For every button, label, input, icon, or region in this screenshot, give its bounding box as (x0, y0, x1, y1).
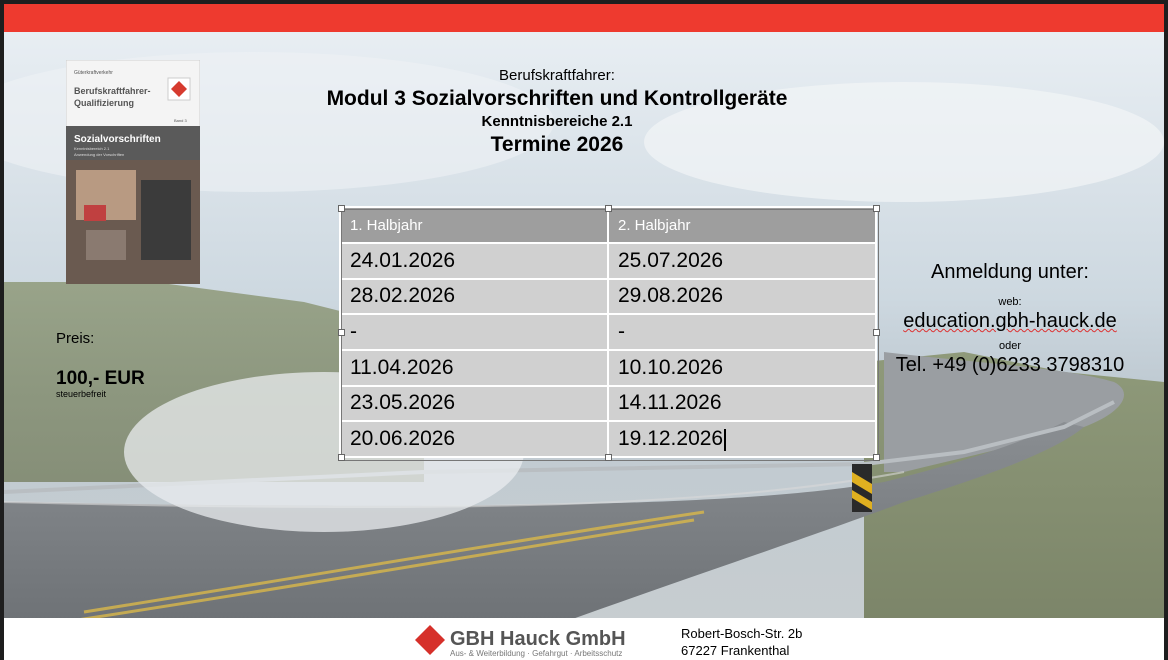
text-cursor (724, 429, 726, 451)
book-title-line2: Qualifizierung (74, 98, 135, 108)
resize-handle-bottom-right[interactable] (873, 454, 880, 461)
resize-handle-bottom-middle[interactable] (605, 454, 612, 461)
price-label: Preis: (56, 330, 95, 347)
table-cell[interactable]: 25.07.2026 (608, 243, 876, 279)
registration-block (874, 259, 1146, 377)
active-cell-text: 19.12.2026 (618, 427, 724, 451)
book-subject-text: Sozialvorschriften (74, 134, 161, 145)
page-title: Modul 3 Sozialvorschriften und Kontrollgeräte (326, 87, 788, 110)
table-cell[interactable]: - (340, 314, 608, 350)
resize-handle-top-right[interactable] (873, 205, 880, 212)
title-kicker: Berufskraftfahrer: (499, 67, 615, 84)
web-url-link[interactable]: education.gbh-hauck.de (903, 310, 1117, 332)
price-note: steuerbefreit (56, 389, 107, 399)
table-cell[interactable]: 24.01.2026 (340, 243, 608, 279)
logo-diamond-icon (415, 625, 445, 655)
resize-handle-top-left[interactable] (338, 205, 345, 212)
top-red-bar (4, 4, 1164, 32)
company-address (681, 625, 802, 659)
table-header-second-half[interactable]: 2. Halbjahr (608, 207, 876, 243)
table-row (340, 243, 876, 279)
table-cell[interactable]: 23.05.2026 (340, 386, 608, 422)
page-subtitle: Kenntnisbereiche 2.1 (481, 113, 633, 130)
table-cell[interactable]: 11.04.2026 (340, 350, 608, 386)
table-row (340, 421, 876, 457)
table-cell[interactable]: 20.06.2026 (340, 421, 608, 457)
book-sub2-text: Anwendung der Vorschriften (74, 152, 125, 157)
table-row (340, 386, 876, 422)
table-cell[interactable]: 14.11.2026 (608, 386, 876, 422)
resize-handle-bottom-left[interactable] (338, 454, 345, 461)
table-row (340, 314, 876, 350)
price-amount: 100,- EUR (56, 368, 145, 389)
book-title-line1: Berufskraftfahrer- (74, 86, 151, 96)
book-sub1-text: Kenntnisbereich 2.1 (74, 146, 110, 151)
table-header-first-half[interactable]: 1. Halbjahr (340, 207, 608, 243)
address-street: Robert-Bosch-Str. 2b (681, 626, 803, 641)
or-label: oder (998, 340, 1022, 352)
resize-handle-top-middle[interactable] (605, 205, 612, 212)
book-cover-image (66, 60, 200, 284)
web-label: web: (998, 296, 1022, 308)
table-cell[interactable]: 10.10.2026 (608, 350, 876, 386)
table-row (340, 279, 876, 315)
table-cell[interactable]: 29.08.2026 (608, 279, 876, 315)
registration-heading: Anmeldung unter: (931, 261, 1089, 283)
book-series-text: Güterkraftverkehr (74, 70, 113, 76)
schedule-table[interactable] (339, 206, 877, 458)
resize-handle-middle-left[interactable] (338, 329, 345, 336)
company-name: GBH Hauck GmbH (450, 628, 626, 650)
company-tagline: Aus- & Weiterbildung · Gefahrgut · Arbeitsschutz (450, 649, 623, 658)
table-cell[interactable]: - (608, 314, 876, 350)
table-cell-active[interactable] (608, 421, 876, 457)
year-heading: Termine 2026 (490, 133, 624, 156)
phone-number: Tel. +49 (0)6233 3798310 (895, 354, 1125, 376)
address-city: 67227 Frankenthal (681, 643, 790, 658)
title-block (254, 66, 860, 158)
slide-canvas[interactable] (4, 4, 1164, 660)
company-logo (412, 623, 652, 660)
table-cell[interactable]: 28.02.2026 (340, 279, 608, 315)
book-band-text: Band 3 (174, 118, 187, 123)
table-row (340, 350, 876, 386)
